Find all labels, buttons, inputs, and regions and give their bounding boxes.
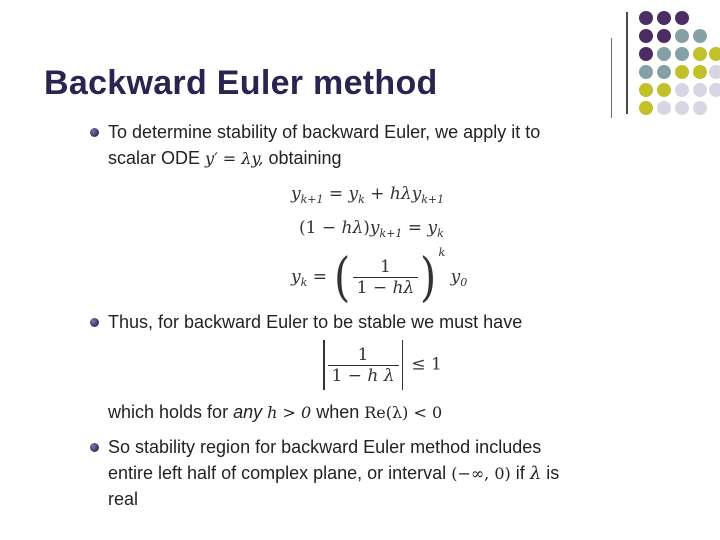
decorative-dot: [675, 65, 689, 79]
decorative-dot: [709, 83, 720, 97]
decorative-dot: [675, 11, 689, 25]
decorative-dot: [675, 101, 689, 115]
bullet-1-line-1: To determine stability of backward Euler, we apply it to: [108, 122, 541, 142]
bullet-2-line-1: Thus, for backward Euler to be stable we must have: [108, 312, 523, 332]
equation-solution-power: $y_k$ = ( $\frac{1}{1 - h\lambda}$ ) $^k$ $y_0$: [291, 246, 468, 308]
bullet-3-if: if: [515, 463, 525, 483]
bullet-3-line-1: So stability region for backward Euler method includes: [108, 437, 542, 457]
decorative-dot: [657, 65, 671, 79]
slide-title: Backward Euler method: [44, 64, 438, 102]
decorative-dot: [639, 65, 653, 79]
decorative-dot: [657, 47, 671, 61]
condition-any: any: [233, 402, 263, 422]
decorative-dot: [709, 65, 720, 79]
decorative-dot: [639, 29, 653, 43]
decorative-dot: [657, 83, 671, 97]
bullet-marker-1: [90, 128, 99, 137]
bullet-1-line-2-text: scalar ODE: [108, 148, 201, 168]
condition-text: which holds for: [108, 402, 229, 422]
decorative-dot: [675, 29, 689, 43]
bullet-3-line-2: [108, 462, 559, 485]
decorative-dot: [693, 83, 707, 97]
condition-real-part: Re(λ) < 0: [364, 403, 443, 422]
bullet-3-line-2-text: entire left half of complex plane, or interval: [108, 463, 447, 483]
condition-when: when: [316, 402, 360, 422]
lambda-symbol: λ: [529, 463, 542, 484]
decorative-dot: [675, 83, 689, 97]
condition-h-positive: h > 0: [267, 403, 312, 422]
equation-backward-euler-step: $y_{k+1} = y_k + h\lambda y_{k+1}$: [291, 184, 445, 206]
bullet-marker-2: [90, 318, 99, 327]
decorative-dot: [639, 83, 653, 97]
equation-stability-condition: $\frac{1}{\text{1 − h λ}}$ ≤ 1: [320, 340, 442, 390]
decorative-dot: [657, 29, 671, 43]
bullet-3-is: is: [546, 463, 560, 483]
decorative-dot: [657, 11, 671, 25]
decorative-dot: [693, 47, 707, 61]
ode-expression: y′ = λy,: [205, 149, 264, 168]
decorative-dot: [693, 65, 707, 79]
decorative-dot: [657, 101, 671, 115]
bullet-2-condition: [108, 401, 442, 424]
bullet-marker-3: [90, 443, 99, 452]
bullet-1-line-2: [108, 147, 342, 170]
decorative-dot: [639, 47, 653, 61]
decorative-dot: [693, 101, 707, 115]
decorative-dot: [675, 47, 689, 61]
bullet-1-line-2-end: obtaining: [268, 148, 342, 168]
bullet-3-line-3: real: [108, 489, 139, 509]
interval-expression: (−∞, 0): [451, 464, 511, 483]
decorative-dot: [709, 47, 720, 61]
decorative-dot: [693, 29, 707, 43]
decorative-dot: [639, 11, 653, 25]
equation-rearranged: $(1 - h\lambda)y_{k+1} = y_k$: [299, 218, 444, 240]
decorative-dot: [639, 101, 653, 115]
